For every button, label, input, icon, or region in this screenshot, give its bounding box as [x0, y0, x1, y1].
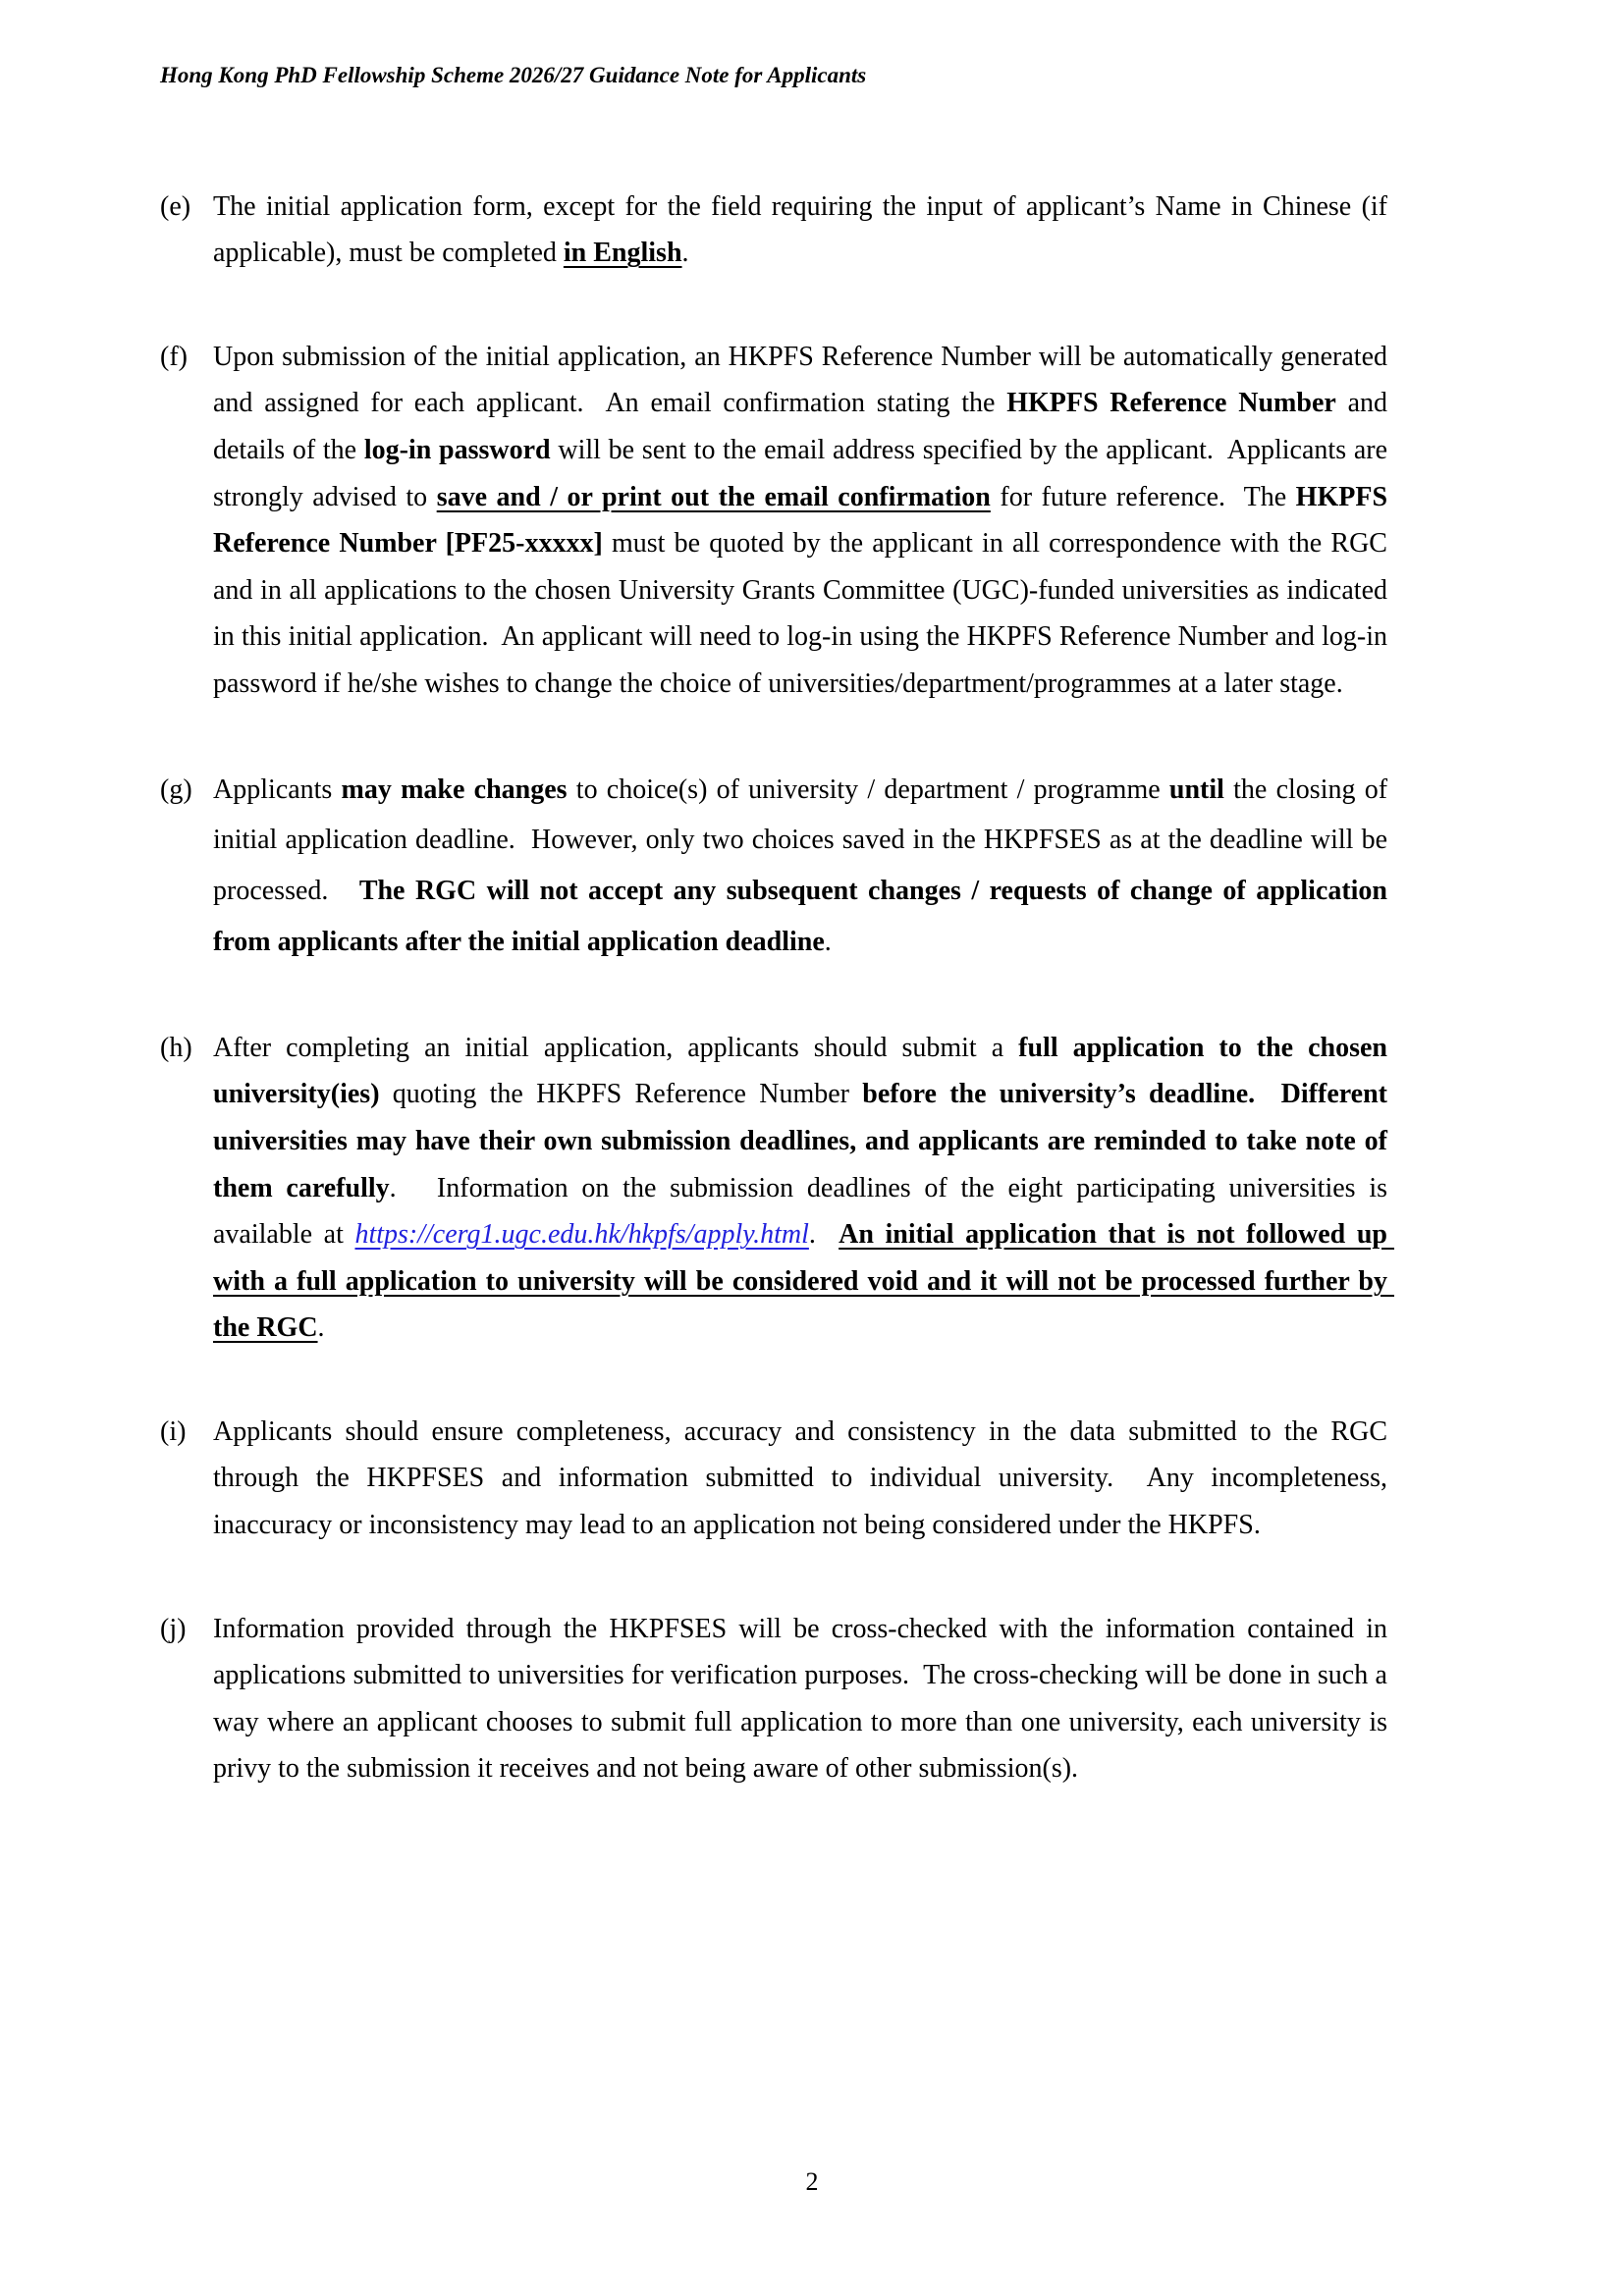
apply-url-link[interactable]: https://cerg1.ugc.edu.hk/hkpfs/apply.html [354, 1219, 809, 1251]
page-header: Hong Kong PhD Fellowship Scheme 2026/27 Guidance Note for Applicants [160, 63, 867, 87]
paragraph-body [213, 184, 1394, 277]
paragraph-label: (j) [160, 1613, 187, 1644]
text-run: save and / or print out the email confirmation [436, 481, 991, 512]
paragraph-body [213, 334, 1395, 708]
text-run: in English [563, 238, 682, 269]
text-run: Applicants should ensure completeness, accuracy and consistency in the data submitted to the RGC through the HKPFSES and information submitted to individual university. Any incompleteness, inaccuracy or inconsistency may lead to an application not being considered under the HKPFS. [213, 1415, 1394, 1541]
text-run: The initial application form, except for the field requiring the input of applicant’s Name in Chinese (if applicable), must be completed [213, 190, 1394, 269]
text-run: and details of the [213, 388, 1394, 465]
text-run: quoting the HKPFS Reference Number [379, 1079, 863, 1110]
paragraph-body [213, 1409, 1394, 1549]
text-run: . [824, 926, 832, 957]
text-run: before the university’s deadline. Different universities may have their own submission deadlines, and applicants are reminded to take note of them carefully [213, 1079, 1394, 1203]
text-run: may make changes [341, 774, 568, 805]
text-run: HKPFS Reference Number [1006, 388, 1336, 419]
text-run: to choice(s) of university / department / programme [567, 774, 1169, 805]
text-run: full application to the chosen university(ies) [213, 1032, 1395, 1110]
paragraph [160, 334, 1395, 708]
paragraph-body [213, 765, 1395, 968]
text-run: HKPFS Reference Number [PF25-xxxxx] [213, 481, 1395, 560]
text-run: . Information on the submission deadlines of the eight participating universities is available at [213, 1172, 1394, 1251]
paragraph [160, 765, 1395, 968]
paragraph-body [213, 1025, 1395, 1352]
page-number: 2 [805, 2167, 819, 2196]
text-run: . [317, 1312, 325, 1344]
text-run: Applicants [213, 774, 342, 805]
paragraph [160, 1606, 1394, 1792]
paragraph-label: (g) [160, 774, 192, 805]
text-run: for future reference. The [990, 481, 1296, 512]
paragraph [160, 1025, 1395, 1352]
text-run: After completing an initial application, applicants should submit a [213, 1032, 1019, 1063]
text-run: An initial application that is not followed up with a full application to university will be considered void and it will not be processed further by the RGC [213, 1219, 1395, 1344]
paragraph [160, 184, 1394, 277]
text-run: The RGC will not accept any subsequent changes / requests of change of application from applicants after the initial application deadline [213, 876, 1395, 957]
paragraph [160, 1409, 1394, 1549]
paragraph-body [213, 1606, 1394, 1792]
text-run: the closing of initial application deadline. However, only two choices saved in the HKPFSES as at the deadline will be processed. [213, 774, 1395, 907]
text-run: . [808, 1219, 839, 1251]
text-run: must be quoted by the applicant in all correspondence with the RGC and in all applications to the chosen University Grants Committee (UGC)-funded universities as indicated in this initial application. An applicant will need to log-in using the HKPFS Reference Number and log-in password if he/she wishes to change the choice of universities/department/programmes at a later stage. [213, 528, 1394, 699]
paragraph-list [160, 184, 1395, 1792]
text-run: Upon submission of the initial application, an HKPFS Reference Number will be automatically generated and assigned for each applicant. An email confirmation stating the [213, 341, 1394, 419]
paragraph-label: (h) [160, 1032, 192, 1063]
text-run: will be sent to the email address specified by the applicant. Applicants are strongly advised to [213, 434, 1395, 512]
paragraph-label: (e) [160, 190, 191, 222]
text-run: until [1168, 774, 1224, 805]
text-run: . [681, 238, 689, 269]
paragraph-label: (i) [160, 1415, 187, 1447]
text-run: Information provided through the HKPFSES will be cross-checked with the information contained in applications submitted to universities for verification purposes. The cross-checking will be done in such a way where an applicant chooses to submit full application to more than one university, each university is privy to the submission it receives and not being aware of other submission(s). [213, 1613, 1394, 1785]
text-run: log-in password [363, 434, 551, 465]
paragraph-label: (f) [160, 341, 188, 372]
